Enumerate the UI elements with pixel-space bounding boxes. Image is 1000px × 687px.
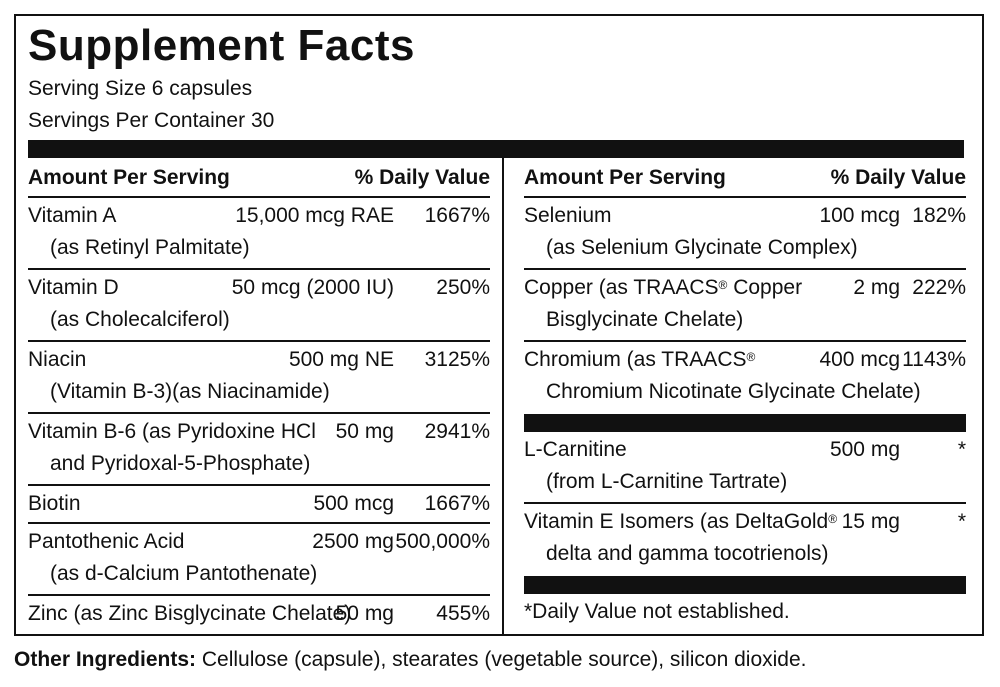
nutrient-row-niacin xyxy=(28,342,490,414)
nutrient-name: Vitamin B-6 (as Pyridoxine HCl xyxy=(28,420,316,443)
nutrient-name: Vitamin D xyxy=(28,276,119,299)
nutrient-row-pantothenic-acid xyxy=(28,524,490,596)
thick-divider-bar xyxy=(28,140,964,158)
nutrient-name: Zinc (as Zinc Bisglycinate Chelate) xyxy=(28,602,352,625)
nutrient-row-vitamin-d xyxy=(28,270,490,342)
nutrient-amount: 50 mg xyxy=(335,420,394,443)
nutrient-daily-value: 182% xyxy=(912,204,966,227)
column-divider xyxy=(502,158,504,634)
nutrient-name: Selenium xyxy=(524,204,612,227)
nutrient-name: L-Carnitine xyxy=(524,438,627,461)
right-column-header xyxy=(524,158,966,198)
nutrient-daily-value: 222% xyxy=(912,276,966,299)
amount-per-serving-heading: Amount Per Serving xyxy=(28,166,230,189)
nutrient-row-biotin xyxy=(28,486,490,524)
right-column xyxy=(524,158,966,624)
nutrient-row-zinc xyxy=(28,596,490,634)
daily-value-heading: % Daily Value xyxy=(354,166,490,189)
nutrient-amount: 500 mcg xyxy=(313,492,394,515)
nutrient-amount: 500 mg NE xyxy=(288,348,394,371)
nutrient-name: Chromium (as TRAACS® xyxy=(524,348,756,371)
registered-mark: ® xyxy=(718,278,728,292)
nutrient-amount: 50 mcg (2000 IU) xyxy=(231,276,394,299)
nutrient-name: Biotin xyxy=(28,492,81,515)
nutrient-row-l-carnitine xyxy=(524,432,966,504)
nutrient-row-chromium xyxy=(524,342,966,414)
nutrient-name: Niacin xyxy=(28,348,87,371)
serving-size: Serving Size 6 capsules xyxy=(28,77,253,100)
nutrient-daily-value: * xyxy=(957,510,966,533)
nutrient-daily-value: 455% xyxy=(436,602,490,625)
daily-value-heading: % Daily Value xyxy=(830,166,966,189)
nutrient-amount: 2 mg xyxy=(853,276,900,299)
nutrient-source: Bisglycinate Chelate) xyxy=(546,308,744,331)
panel-title: Supplement Facts xyxy=(28,21,415,70)
nutrient-name: Copper (as TRAACS® Copper xyxy=(524,276,803,299)
nutrient-source: (from L-Carnitine Tartrate) xyxy=(546,470,788,493)
nutrient-source: (as d-Calcium Pantothenate) xyxy=(50,562,318,585)
nutrient-source: Chromium Nicotinate Glycinate Chelate) xyxy=(546,380,921,403)
nutrient-source: (Vitamin B-3)(as Niacinamide) xyxy=(50,380,330,403)
nutrient-name: Vitamin A xyxy=(28,204,117,227)
amount-per-serving-heading: Amount Per Serving xyxy=(524,166,726,189)
left-column-header xyxy=(28,158,490,198)
registered-mark: ® xyxy=(746,350,756,364)
nutrient-amount: 400 mcg xyxy=(819,348,900,371)
nutrient-row-selenium xyxy=(524,198,966,270)
nutrient-name: Pantothenic Acid xyxy=(28,530,185,553)
nutrient-daily-value: 500,000% xyxy=(395,530,490,553)
nutrient-daily-value: 250% xyxy=(436,276,490,299)
registered-mark: ® xyxy=(828,512,838,526)
section-divider-bar xyxy=(524,414,966,432)
nutrient-name: Vitamin E Isomers (as DeltaGold® xyxy=(524,510,838,533)
nutrient-source: (as Selenium Glycinate Complex) xyxy=(546,236,858,259)
nutrient-row-vitamin-a xyxy=(28,198,490,270)
nutrient-row-vitamin-b6 xyxy=(28,414,490,486)
nutrient-amount: 15 mg xyxy=(841,510,900,533)
other-ingredients-label: Other Ingredients: xyxy=(14,648,197,671)
left-column xyxy=(28,158,490,634)
nutrient-amount: 15,000 mcg RAE xyxy=(235,204,394,227)
daily-value-footnote: *Daily Value not established. xyxy=(524,600,790,623)
nutrient-amount: 2500 mg xyxy=(312,530,394,553)
nutrient-daily-value: * xyxy=(957,438,966,461)
nutrient-daily-value: 2941% xyxy=(424,420,490,443)
nutrient-amount: 100 mcg xyxy=(819,204,900,227)
other-ingredients xyxy=(14,648,807,672)
nutrient-source: (as Cholecalciferol) xyxy=(50,308,230,331)
nutrient-daily-value: 3125% xyxy=(424,348,490,371)
nutrient-row-copper xyxy=(524,270,966,342)
nutrient-daily-value: 1667% xyxy=(424,492,490,515)
nutrient-source: and Pyridoxal-5-Phosphate) xyxy=(50,452,311,475)
other-ingredients-text: Cellulose (capsule), stearates (vegetable source), silicon dioxide. xyxy=(196,648,807,671)
nutrient-source: (as Retinyl Palmitate) xyxy=(50,236,250,259)
servings-per-container: Servings Per Container 30 xyxy=(28,109,275,132)
nutrient-source: delta and gamma tocotrienols) xyxy=(546,542,829,565)
nutrient-amount: 50 mg xyxy=(335,602,394,625)
nutrient-daily-value: 1667% xyxy=(424,204,490,227)
supplement-facts-panel xyxy=(14,14,984,636)
nutrient-amount: 500 mg xyxy=(829,438,900,461)
section-divider-bar xyxy=(524,576,966,594)
nutrient-row-vitamin-e-isomers xyxy=(524,504,966,576)
nutrient-daily-value: 1143% xyxy=(902,348,966,371)
